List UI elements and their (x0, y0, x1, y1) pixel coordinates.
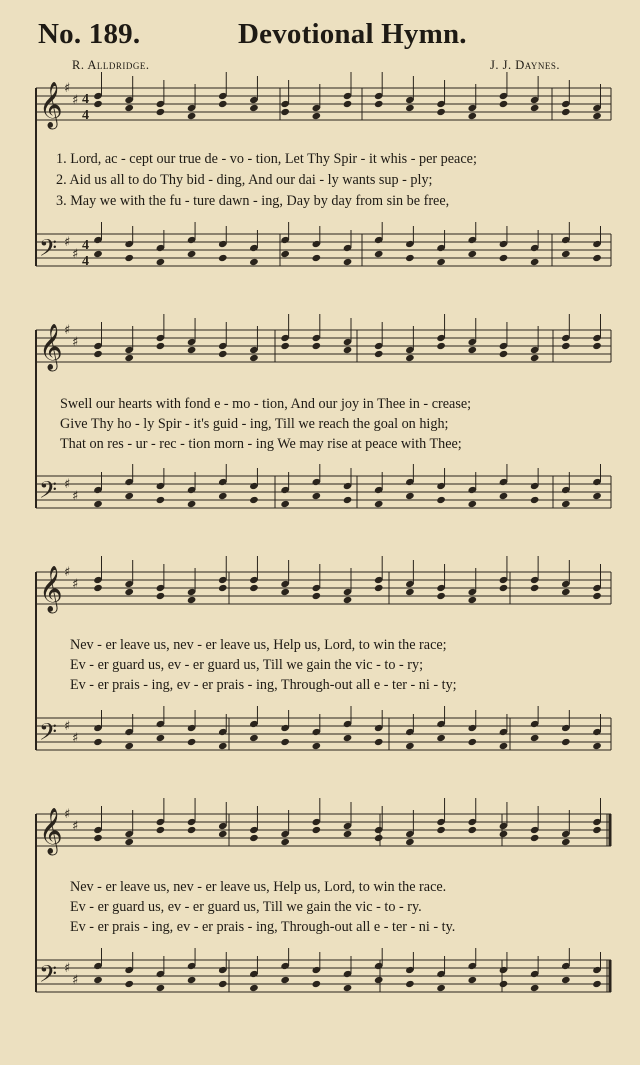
note-head (156, 108, 166, 116)
note-head (218, 830, 228, 838)
note-head (561, 342, 571, 350)
note-head (374, 976, 384, 984)
note-head (312, 492, 322, 500)
note-head (93, 350, 103, 358)
sharp-sign: ♯ (72, 335, 79, 350)
note-head (312, 342, 322, 350)
lyric-line: Nev - er leave us, nev - er leave us, Help us, Lord, to win the race. (70, 879, 447, 895)
note-head (405, 254, 415, 262)
note-head (124, 588, 134, 596)
note-head (187, 250, 197, 258)
sharp-sign: ♯ (64, 477, 71, 492)
note-head (405, 838, 415, 846)
note-head (436, 592, 446, 600)
note-head (280, 250, 290, 258)
note-head (436, 734, 446, 742)
note-head (436, 342, 446, 350)
sharp-sign: ♯ (64, 81, 71, 96)
note-head (312, 254, 322, 262)
note-head (592, 254, 602, 262)
time-signature: 4 (82, 92, 89, 107)
note-head (499, 830, 509, 838)
note-head (312, 592, 322, 600)
note-head (405, 742, 415, 750)
note-head (343, 984, 353, 992)
note-head (187, 596, 197, 604)
sharp-sign: ♯ (72, 247, 79, 262)
note-head (187, 112, 197, 120)
note-head (124, 742, 134, 750)
note-head (249, 834, 259, 842)
bass-clef: 𝄢 (39, 234, 58, 267)
note-head (467, 738, 477, 746)
note-head (93, 738, 103, 746)
note-head (467, 112, 477, 120)
note-head (592, 826, 602, 834)
note-head (93, 250, 103, 258)
note-head (343, 100, 353, 108)
note-head (249, 496, 259, 504)
note-head (312, 112, 322, 120)
note-head (499, 254, 509, 262)
lyric-line: That on res - ur - rec - tion morn - ing We may rise at peace with Thee; (60, 436, 462, 452)
note-head (499, 492, 509, 500)
note-head (124, 104, 134, 112)
note-head (218, 100, 228, 108)
note-head (280, 342, 290, 350)
note-head (187, 976, 197, 984)
treble-clef: 𝄞 (39, 808, 63, 854)
note-head (499, 980, 509, 988)
note-head (374, 100, 384, 108)
treble-clef: 𝄞 (39, 566, 63, 612)
note-head (93, 584, 103, 592)
sharp-sign: ♯ (64, 323, 71, 338)
note-head (499, 350, 509, 358)
note-head (467, 596, 477, 604)
note-head (561, 588, 571, 596)
note-head (436, 984, 446, 992)
note-head (343, 346, 353, 354)
hymn-title: Devotional Hymn. (238, 18, 467, 50)
note-head (156, 342, 166, 350)
treble-clef: 𝄞 (39, 324, 63, 370)
note-head (312, 980, 322, 988)
note-head (218, 584, 228, 592)
note-head (405, 588, 415, 596)
note-head (249, 258, 259, 266)
note-head (280, 500, 290, 508)
note-head (218, 350, 228, 358)
lyric-line: Ev - er prais - ing, ev - er prais - ing, Through-out all e - ter - ni - ty. (70, 919, 456, 935)
note-head (156, 984, 166, 992)
note-head (280, 976, 290, 984)
lyric-line: Nev - er leave us, nev - er leave us, Help us, Lord, to win the race; (70, 637, 447, 653)
note-head (156, 826, 166, 834)
note-head (93, 100, 103, 108)
note-head (249, 734, 259, 742)
sharp-sign: ♯ (72, 973, 79, 988)
note-head (436, 496, 446, 504)
note-head (592, 980, 602, 988)
note-head (499, 100, 509, 108)
note-head (343, 496, 353, 504)
note-head (530, 584, 540, 592)
sharp-sign: ♯ (72, 489, 79, 504)
note-head (249, 354, 259, 362)
note-head (436, 108, 446, 116)
note-head (124, 492, 134, 500)
note-head (592, 592, 602, 600)
bass-clef: 𝄢 (39, 476, 58, 509)
note-head (592, 742, 602, 750)
note-head (530, 354, 540, 362)
note-head (124, 354, 134, 362)
note-head (249, 104, 259, 112)
note-head (467, 976, 477, 984)
note-head (374, 738, 384, 746)
note-head (592, 112, 602, 120)
note-head (436, 258, 446, 266)
bass-clef: 𝄢 (39, 718, 58, 751)
note-head (280, 838, 290, 846)
note-head (218, 742, 228, 750)
note-head (343, 596, 353, 604)
note-head (124, 980, 134, 988)
note-head (218, 980, 228, 988)
note-head (249, 984, 259, 992)
time-signature: 4 (82, 238, 89, 253)
note-head (374, 250, 384, 258)
note-head (561, 108, 571, 116)
bass-clef: 𝄢 (39, 960, 58, 993)
note-head (280, 738, 290, 746)
time-signature: 4 (82, 108, 89, 123)
note-head (343, 734, 353, 742)
note-head (187, 500, 197, 508)
note-head (530, 104, 540, 112)
note-head (499, 584, 509, 592)
note-head (467, 250, 477, 258)
note-head (93, 976, 103, 984)
note-head (405, 354, 415, 362)
note-head (249, 584, 259, 592)
sharp-sign: ♯ (64, 807, 71, 822)
lyric-line: Give Thy ho - ly Spir - it's guid - ing, Till we reach the goal on high; (60, 416, 449, 432)
note-head (156, 258, 166, 266)
note-head (312, 742, 322, 750)
sharp-sign: ♯ (64, 565, 71, 580)
note-head (530, 496, 540, 504)
note-head (187, 826, 197, 834)
note-head (530, 258, 540, 266)
note-head (561, 976, 571, 984)
lyric-line: Ev - er guard us, ev - er guard us, Till we gain the vic - to - ry. (70, 899, 422, 915)
note-head (124, 254, 134, 262)
note-head (592, 492, 602, 500)
sharp-sign: ♯ (64, 235, 71, 250)
lyric-line: 3. May we with the fu - ture dawn - ing, Day by day from sin be free, (56, 193, 450, 209)
lyric-line: Ev - er guard us, ev - er guard us, Till we gain the vic - to - ry; (70, 657, 424, 673)
note-head (218, 492, 228, 500)
lyric-line: 1. Lord, ac - cept our true de - vo - tion, Let Thy Spir - it whis - per peace; (56, 151, 477, 167)
time-signature: 4 (82, 254, 89, 269)
note-head (374, 350, 384, 358)
note-head (156, 734, 166, 742)
note-head (343, 830, 353, 838)
note-head (436, 826, 446, 834)
note-head (561, 250, 571, 258)
note-head (187, 346, 197, 354)
lyric-line: Ev - er prais - ing, ev - er prais - ing, Through-out all e - ter - ni - ty; (70, 677, 457, 693)
note-head (156, 592, 166, 600)
sharp-sign: ♯ (72, 731, 79, 746)
note-head (343, 258, 353, 266)
note-head (124, 838, 134, 846)
note-head (499, 742, 509, 750)
note-head (561, 500, 571, 508)
note-head (561, 838, 571, 846)
note-head (467, 826, 477, 834)
note-head (93, 500, 103, 508)
note-head (467, 500, 477, 508)
note-head (280, 108, 290, 116)
note-head (405, 492, 415, 500)
note-head (312, 826, 322, 834)
sharp-sign: ♯ (72, 577, 79, 592)
note-head (218, 254, 228, 262)
note-head (374, 584, 384, 592)
note-head (374, 500, 384, 508)
note-head (530, 834, 540, 842)
note-head (561, 738, 571, 746)
note-head (467, 346, 477, 354)
note-head (530, 984, 540, 992)
note-head (592, 342, 602, 350)
lyric-line: 2. Aid us all to do Thy bid - ding, And our dai - ly wants sup - ply; (56, 172, 433, 188)
note-head (187, 738, 197, 746)
hymn-number: No. 189. (38, 18, 141, 50)
sharp-sign: ♯ (72, 93, 79, 108)
note-head (280, 588, 290, 596)
note-head (156, 496, 166, 504)
note-head (374, 834, 384, 842)
note-head (405, 980, 415, 988)
note-head (405, 104, 415, 112)
composer-credit: R. Alldridge. (72, 58, 150, 72)
treble-clef: 𝄞 (39, 82, 63, 128)
note-head (93, 834, 103, 842)
lyric-line: Swell our hearts with fond e - mo - tion, And our joy in Thee in - crease; (60, 396, 472, 412)
sharp-sign: ♯ (64, 961, 71, 976)
sharp-sign: ♯ (64, 719, 71, 734)
note-head (530, 734, 540, 742)
sharp-sign: ♯ (72, 819, 79, 834)
lyricist-credit: J. J. Daynes. (490, 58, 561, 72)
